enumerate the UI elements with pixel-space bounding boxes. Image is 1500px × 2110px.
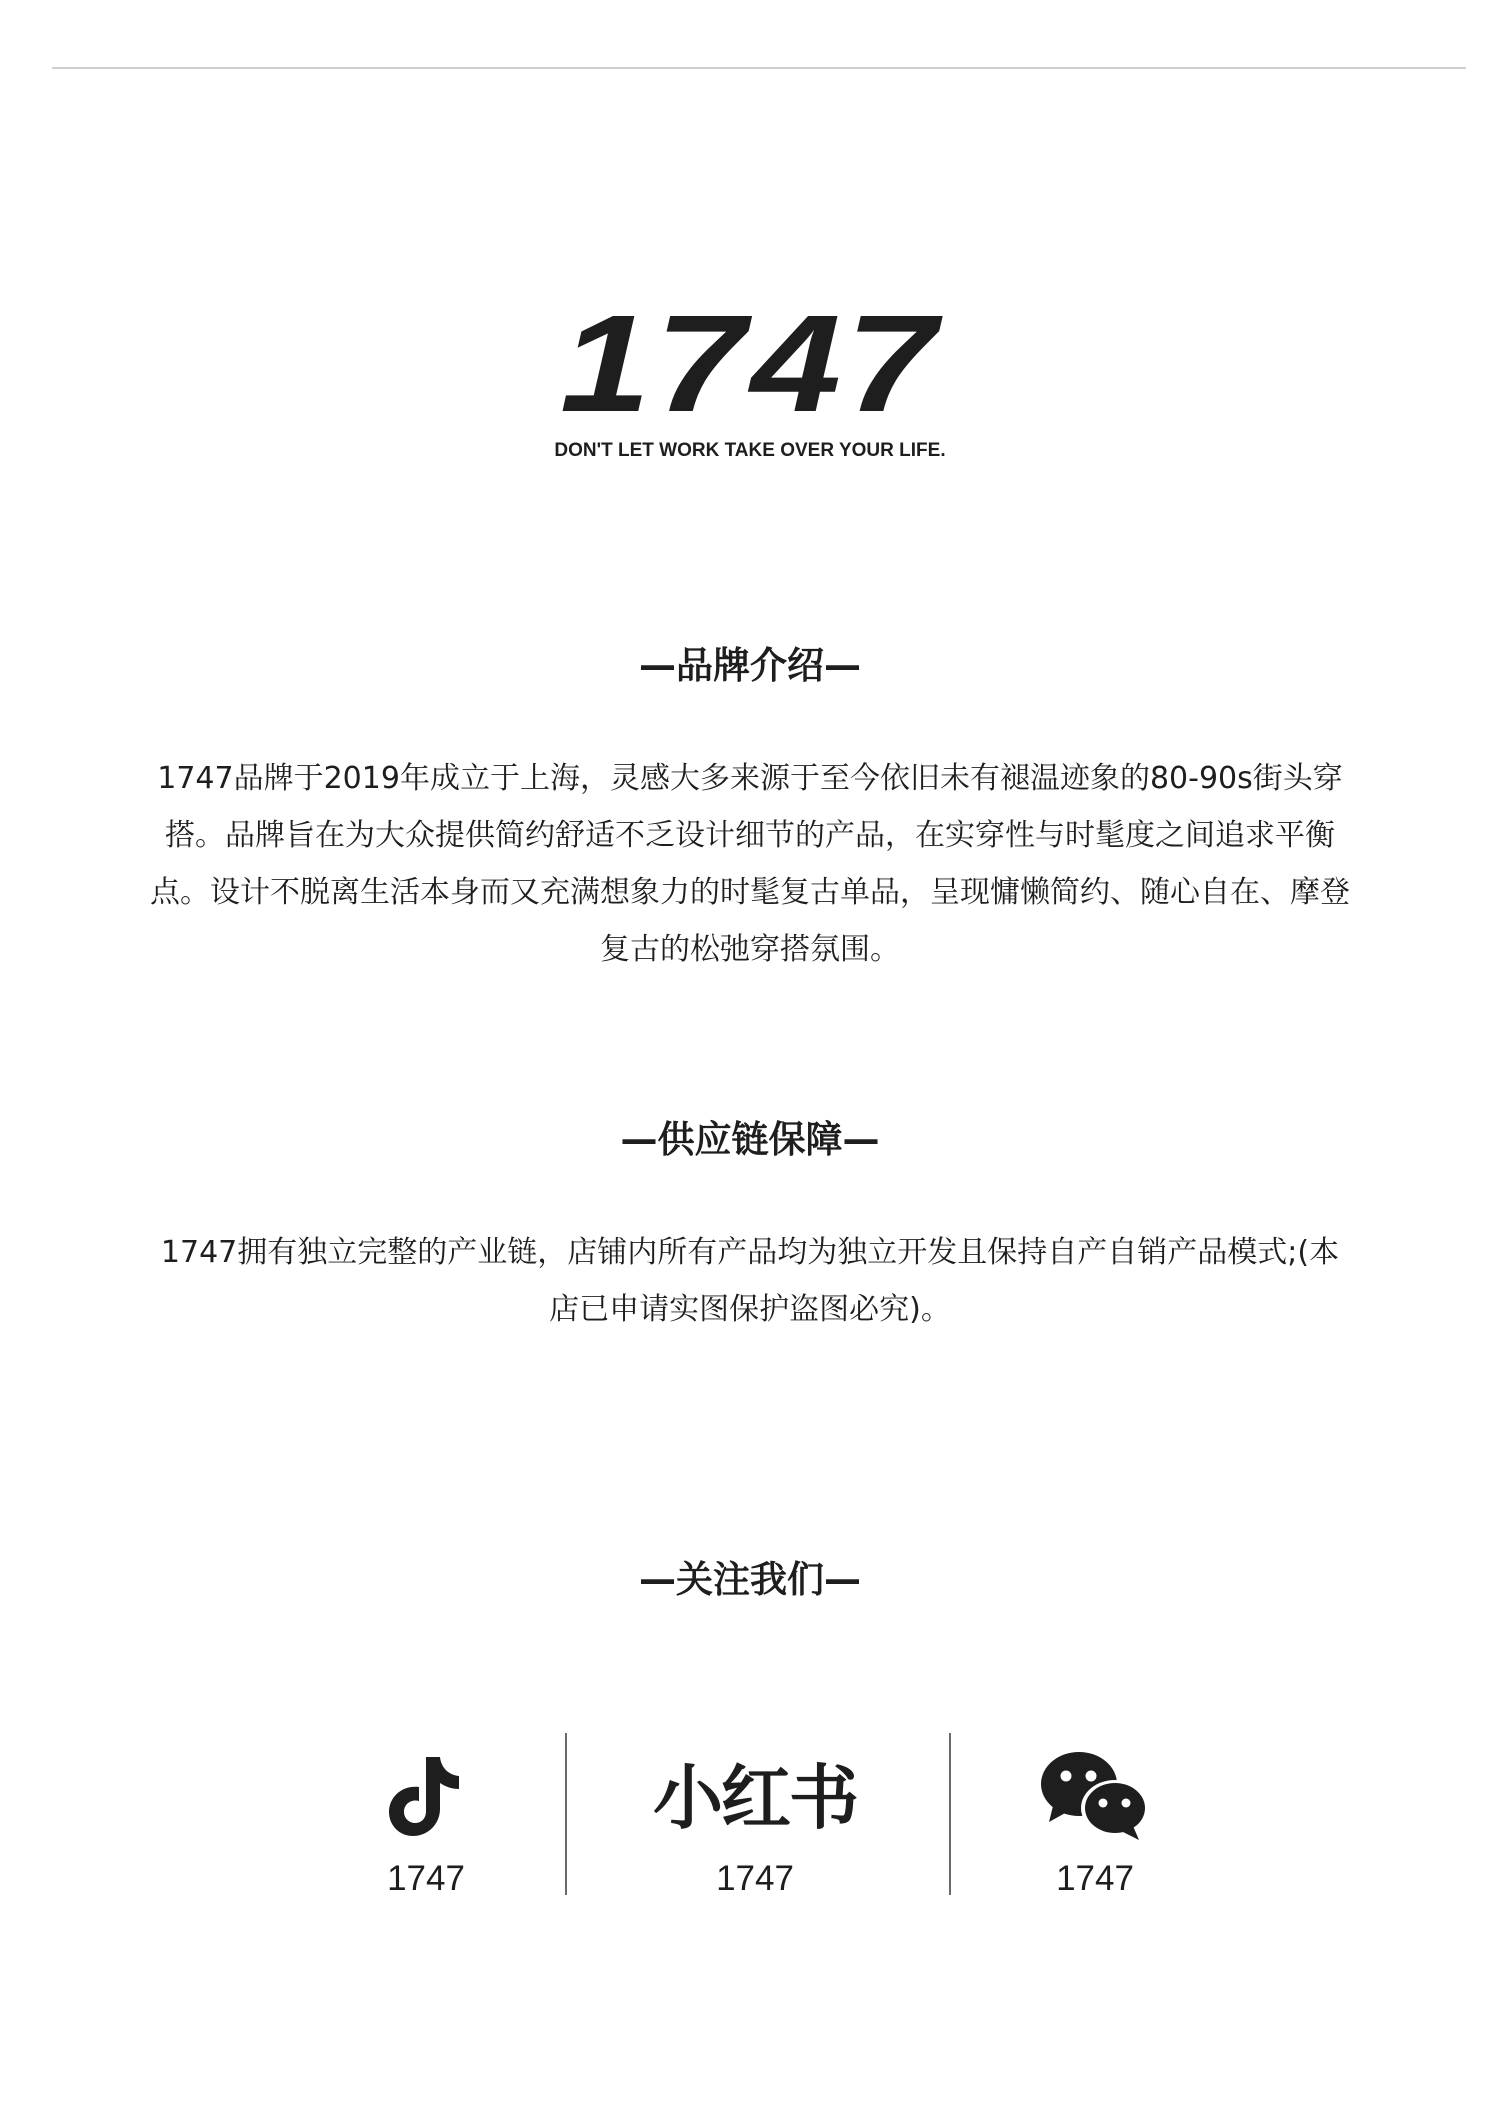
intro-section-title: —品牌介绍— xyxy=(639,644,861,687)
xiaohongshu-logo: 小红书 xyxy=(653,1757,857,1839)
brand-tagline: DON'T LET WORK TAKE OVER YOUR LIFE. xyxy=(554,440,946,461)
supply-section-title: —供应链保障— xyxy=(620,1118,880,1161)
intro-section-body: 1747品牌于2019年成立于上海，灵感大多来源于至今依旧未有褪温迹象的80-90s街头穿搭。品牌旨在为大众提供简约舒适不乏设计细节的产品，在实穿性与时髦度之间追求平衡点。设计不脱离生活本身而又充满想象力的时髦复古单品，呈现慵懒简约、随心自在、摩登复古的松弛穿搭氛围。 xyxy=(150,761,1350,967)
brand-logo: 1747 xyxy=(559,287,941,441)
wechat-icon xyxy=(1039,1748,1151,1848)
social-wechat[interactable] xyxy=(965,1733,1225,1903)
douyin-icon xyxy=(388,1753,464,1843)
douyin-handle: 1747 xyxy=(387,1859,465,1898)
social-xiaohongshu[interactable] xyxy=(625,1733,885,1903)
follow-section-title: —关注我们— xyxy=(639,1558,861,1601)
social-divider xyxy=(949,1733,951,1895)
xiaohongshu-handle: 1747 xyxy=(716,1859,794,1898)
social-links-row xyxy=(0,1733,1500,1903)
social-douyin[interactable] xyxy=(296,1733,556,1903)
top-divider-line xyxy=(52,67,1466,69)
social-divider xyxy=(565,1733,567,1895)
wechat-handle: 1747 xyxy=(1056,1859,1134,1898)
brand-logo-block xyxy=(0,287,1500,462)
supply-section-body: 1747拥有独立完整的产业链，店铺内所有产品均为独立开发且保持自产自销产品模式;(本店已申请实图保护盗图必究)。 xyxy=(160,1235,1340,1327)
